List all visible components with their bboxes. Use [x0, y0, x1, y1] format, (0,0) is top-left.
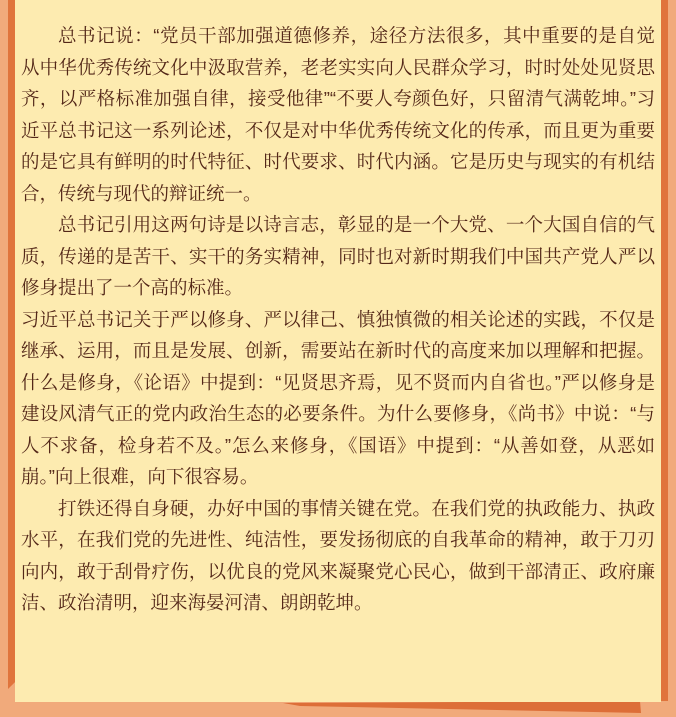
article-body	[21, 20, 655, 619]
content-card	[15, 0, 661, 702]
article-paragraph: 总书记引用这两句诗是以诗言志，彰显的是一个大党、一个大国自信的气质，传递的是苦干、实干的务实精神，同时也对新时期我们中国共产党人严以修身提出了一个高的标准。	[21, 214, 655, 298]
left-accent-bar	[8, 0, 15, 689]
right-accent-bar	[661, 0, 668, 701]
article-paragraph: 习近平总书记关于严以修身、严以律己、慎独慎微的相关论述的实践，不仅是继承、运用，而且是发展、创新，需要站在新时代的高度来加以理解和把握。什么是修身，《论语》中提到：“见贤思齐焉，见不贤而内自省也。”严以修身是建设风清气正的党内政治生态的必要条件。为什么要修身，《尚书》中说：“与人不求备，检身若不及。”怎么来修身，《国语》中提到：“从善如登，从恶如崩。”向上很难，向下很容易。	[21, 308, 655, 487]
article-paragraph: 总书记说：“党员干部加强道德修养，途径方法很多，其中重要的是自觉从中华优秀传统文化中汲取营养，老老实实向人民群众学习，时时处处见贤思齐，以严格标准加强自律，接受他律”“不要人夸颜色好，只留清气满乾坤。”习近平总书记这一系列论述，不仅是对中华优秀传统文化的传承，而且更为重要的是它具有鲜明的时代特征、时代要求、时代内涵。它是历史与现实的有机结合，传统与现代的辩证统一。	[21, 25, 655, 204]
article-paragraph: 打铁还得自身硬，办好中国的事情关键在党。在我们党的执政能力、执政水平，在我们党的先进性、纯洁性，要发扬彻底的自我革命的精神，敢于刀刃向内，敢于刮骨疗伤，以优良的党风来凝聚党心民心，做到干部清正、政府廉洁、政治清明，迎来海晏河清、朗朗乾坤。	[21, 497, 655, 613]
